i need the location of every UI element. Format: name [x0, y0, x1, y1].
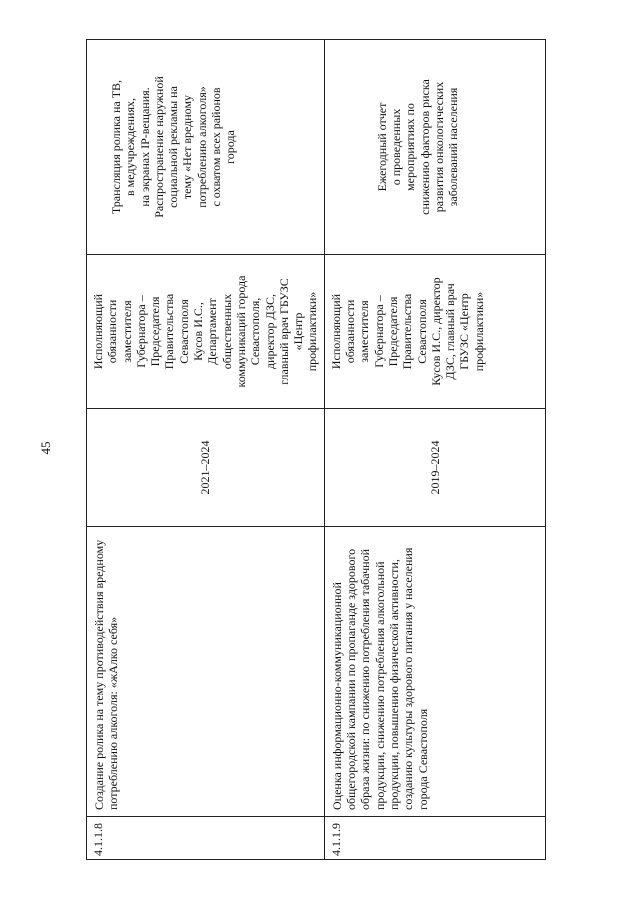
responsible-line: заместителя	[119, 300, 134, 363]
responsible-line: Кусов И.С., директор	[428, 277, 443, 386]
row-number: 4.1.1.8	[87, 817, 325, 860]
responsible-line: профилактики»	[471, 291, 486, 372]
responsible-line: директор ДЗС,	[262, 293, 277, 370]
result-line: на экранах IP-вещания.	[137, 87, 152, 207]
responsible-line: Кусов И.С.,	[191, 302, 206, 361]
responsible-executor	[87, 255, 325, 409]
responsible-line: Председателя	[148, 296, 163, 367]
result-line: о проведенных	[389, 108, 404, 186]
measures-table	[86, 39, 546, 860]
result-line: с охватом всех районов	[209, 87, 224, 207]
responsible-line: Севастополя	[176, 299, 191, 364]
result-line: города	[223, 130, 238, 164]
responsible-line: обязанности	[343, 299, 358, 364]
implementation-period: 2021–2024	[87, 409, 325, 527]
result-line: потреблению алкоголя»	[194, 86, 209, 208]
result-line: в медучреждениях,	[123, 98, 138, 196]
responsible-line: профилактики»	[305, 291, 320, 372]
measure-description: Создание ролика на тему противодействия вредному потреблению алкоголя: «жАлко себя»	[87, 527, 325, 817]
measure-description: Оценка информационно-коммуникационной общегородской кампании по пропаганде здорового образа жизни: по снижению потребления табачной продукции, снижению потребления алкогольной продукции, повышению физической активности, созданию культуры здорового питания у населения города Севастополя	[324, 527, 545, 817]
table-row	[324, 40, 545, 860]
page-number: 45	[38, 441, 53, 455]
responsible-line: ДЗС, главный врач	[443, 283, 458, 380]
responsible-line: Губернатора –	[371, 295, 386, 368]
responsible-line: коммуникаций города	[233, 275, 248, 388]
result-line: мероприятиях по	[403, 103, 418, 191]
responsible-line: Губернатора –	[133, 295, 148, 368]
result-line: Трансляция ролика на ТВ,	[109, 79, 123, 215]
responsible-line: Исполняющий	[91, 293, 105, 370]
implementation-period: 2019–2024	[324, 409, 545, 527]
result-line: тему «Нет вредному	[180, 94, 195, 200]
row-number: 4.1.1.9	[324, 817, 545, 860]
responsible-line: Департамент	[205, 298, 220, 365]
responsible-line: обязанности	[105, 299, 120, 364]
responsible-line: заместителя	[357, 300, 372, 363]
responsible-line: Севастополя,	[248, 297, 263, 366]
table-row	[87, 40, 325, 860]
responsible-line: Исполняющий	[328, 293, 343, 370]
responsible-line: Правительства	[162, 293, 177, 370]
result-line: Распространение наружной	[151, 76, 166, 218]
expected-result	[324, 40, 545, 255]
measures-table-container	[86, 40, 539, 860]
responsible-line: Председателя	[385, 296, 400, 367]
result-line: Ежегодный отчет	[374, 102, 389, 192]
result-line: снижению факторов риска	[417, 79, 432, 215]
responsible-line: Севастополя	[414, 299, 429, 364]
responsible-line: Правительства	[400, 293, 415, 370]
result-line: социальной рекламы на	[166, 86, 181, 208]
responsible-line: ГБУЗС «Центр	[457, 293, 472, 370]
responsible-line: «Центр	[291, 312, 306, 351]
responsible-line: главный врач ГБУЗС	[276, 278, 291, 385]
result-line: заболеваний населения	[446, 87, 461, 207]
result-line: развития онкологических	[431, 81, 446, 213]
expected-result	[87, 40, 325, 255]
responsible-executor	[324, 255, 545, 409]
responsible-line: общественных	[219, 293, 234, 370]
